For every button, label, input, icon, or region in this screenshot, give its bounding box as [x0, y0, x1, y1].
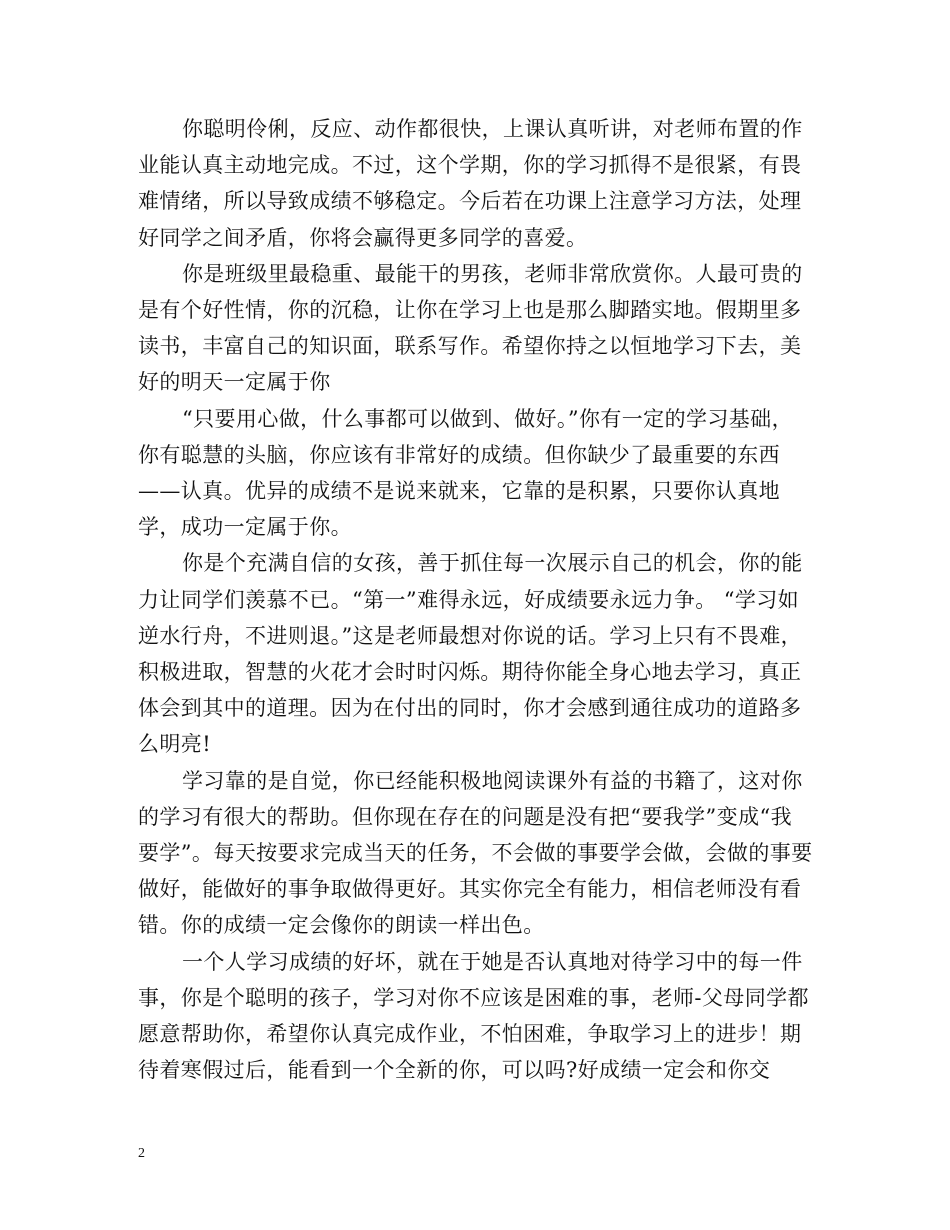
paragraph: 你是个充满自信的女孩，善于抓住每一次展示自己的机会，你的能力让同学们羡慕不已。“第一”难得永远，好成绩要永远力争。 “学习如逆水行舟，不进则退。”这是老师最想对你说的话。学习上只有不畏难，积极进取，智慧的火花才会时时闪烁。期待你能全身心地去学习，真正体会到其中的道理。因为在付出的同时，你才会感到通往成功的道路多么明亮! — [138, 551, 803, 757]
body-text — [138, 111, 813, 1088]
paragraph: 你是班级里最稳重、最能干的男孩，老师非常欣赏你。人最可贵的是有个好性情，你的沉稳，让你在学习上也是那么脚踏实地。假期里多读书，丰富自己的知识面，联系写作。希望你持之以恒地学习下去，美好的明天一定属于你 — [138, 261, 803, 395]
paragraph: 学习靠的是自觉，你已经能积极地阅读课外有益的书籍了，这对你的学习有很大的帮助。但你现在存在的问题是没有把“要我学”变成“我要学”。每天按要求完成当天的任务，不会做的事要学会做，会做的事要做好，能做好的事争取做得更好。其实你完全有能力，相信老师没有看错。你的成绩一定会像你的朗读一样出色。 — [138, 768, 813, 938]
paragraph: “只要用心做，什么事都可以做到、做好。”你有一定的学习基础，你有聪慧的头脑，你应该有非常好的成绩。但你缺少了最重要的东西——认真。优异的成绩不是说来就来，它靠的是积累，只要你认真地学，成功一定属于你。 — [138, 406, 793, 540]
paragraph: 一个人学习成绩的好坏，就在于她是否认真地对待学习中的每一件事，你是个聪明的孩子，学习对你不应该是困难的事，老师-父母同学都愿意帮助你，希望你认真完成作业，不怕困难，争取学习上的进步！期待着寒假过后，能看到一个全新的你，可以吗?好成绩一定会和你交 — [138, 949, 809, 1083]
page-number: 2 — [138, 1146, 145, 1161]
paragraph: 你聪明伶俐，反应、动作都很快，上课认真听讲，对老师布置的作业能认真主动地完成。不过，这个学期，你的学习抓得不是很紧，有畏难情绪，所以导致成绩不够稳定。今后若在功课上注意学习方法，处理好同学之间矛盾，你将会赢得更多同学的喜爱。 — [138, 117, 803, 250]
